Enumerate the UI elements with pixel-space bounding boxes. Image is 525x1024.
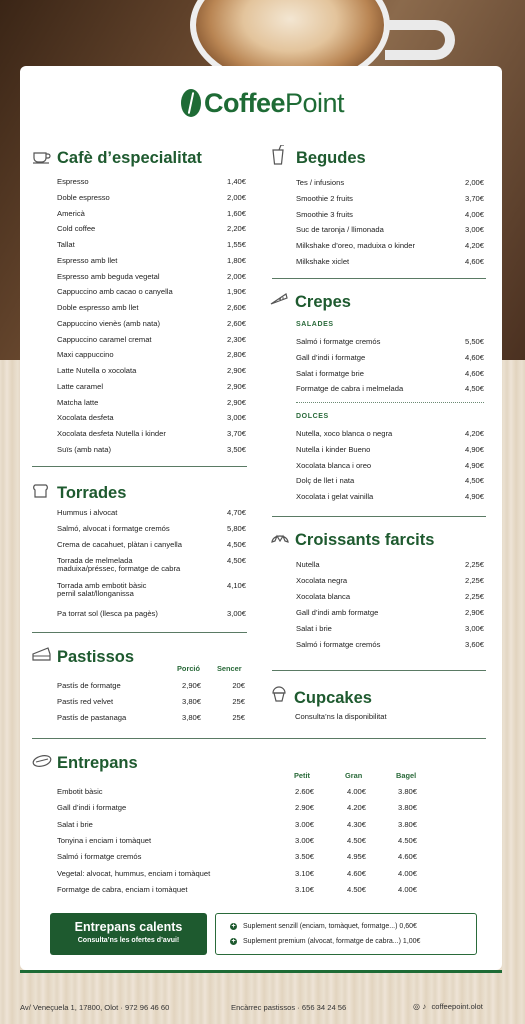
menu-item-price: 3,00€ bbox=[226, 413, 246, 423]
menu-item-price: 3,70€ bbox=[226, 429, 246, 438]
subsection-salades: SALADES bbox=[296, 321, 334, 328]
cupcake-icon bbox=[271, 684, 287, 705]
menu-item-price: 1,55€ bbox=[226, 240, 246, 249]
menu-item-name: Salat i brie bbox=[296, 624, 332, 633]
tiktok-icon[interactable]: ♪ bbox=[422, 1002, 427, 1011]
menu-item-price-sencer: 25€ bbox=[232, 713, 245, 722]
menu-item-price-petit: 2.60€ bbox=[294, 787, 314, 796]
menu-item-name: Cappuccino amb cacao o canyella bbox=[57, 287, 173, 297]
brand-logo bbox=[0, 88, 525, 119]
menu-item-price-porcio: 2,90€ bbox=[181, 681, 201, 690]
menu-item-name: Smoothie 2 fruits bbox=[296, 193, 353, 203]
menu-item-name: Espresso bbox=[57, 177, 89, 186]
menu-item-price-sencer: 20€ bbox=[232, 681, 245, 690]
divider bbox=[32, 738, 486, 739]
menu-item-name-line2: pernil salat/llonganissa bbox=[57, 589, 134, 598]
menu-item-price: 2,25€ bbox=[464, 592, 484, 601]
plus-icon: + bbox=[231, 923, 236, 930]
menu-item-price-petit: 3.00€ bbox=[294, 819, 314, 829]
menu-item-price: 4,70€ bbox=[226, 508, 246, 517]
menu-item-price: 4,50€ bbox=[226, 540, 246, 549]
menu-item-price: 4,60€ bbox=[464, 257, 484, 266]
coffee-cup-icon bbox=[33, 150, 51, 167]
menu-item-price: 4,20€ bbox=[464, 241, 484, 251]
menu-item-price-gran: 4.30€ bbox=[346, 819, 366, 829]
menu-item-name: Latte Nutella o xocolata bbox=[57, 366, 137, 375]
menu-item-price: 2,00€ bbox=[464, 178, 484, 187]
menu-item-name: Xocolata desfeta Nutella i kinder bbox=[57, 429, 166, 438]
menu-item-name: Smoothie 3 fruits bbox=[296, 209, 353, 219]
section-title-croissants: Croissants farcits bbox=[295, 531, 435, 549]
menu-item-name: Formatge de cabra i melmelada bbox=[296, 384, 404, 394]
menu-item-price: 4,50€ bbox=[464, 476, 484, 486]
subsection-dolces: DOLCES bbox=[296, 413, 329, 420]
menu-item-name: Salmó i formatge cremós bbox=[296, 337, 381, 346]
menu-item-name: Nutella i kinder Bueno bbox=[296, 444, 371, 454]
menu-item-price: 4,90€ bbox=[464, 460, 484, 470]
menu-item-price-gran: 4.50€ bbox=[346, 835, 366, 845]
menu-item-price-bagel: 4.60€ bbox=[397, 852, 417, 862]
menu-item-name: Salmó i formatge cremós bbox=[57, 852, 142, 862]
menu-item-price: 4,60€ bbox=[464, 368, 484, 378]
menu-item-price: 1,80€ bbox=[226, 255, 246, 265]
menu-item-price: 3,00€ bbox=[464, 225, 484, 235]
supplement-price: 0,60€ bbox=[399, 923, 417, 930]
menu-item-price: 1,60€ bbox=[226, 208, 246, 218]
section-title-entrepans: Entrepans bbox=[57, 754, 138, 772]
section-title-cupcakes: Cupcakes bbox=[294, 689, 372, 707]
menu-item-name: Pastís red velvet bbox=[57, 697, 114, 706]
menu-item-name: Salat i brie bbox=[57, 819, 93, 829]
menu-item-price-gran: 4.60€ bbox=[346, 868, 366, 878]
brand-name-light: Point bbox=[284, 88, 345, 118]
menu-item-price-gran: 4.20€ bbox=[346, 803, 366, 813]
promo-title: Entrepans calents bbox=[74, 920, 183, 934]
cupcakes-note: Consulta’ns la disponibilitat bbox=[295, 712, 387, 721]
menu-item-name: Milkshake d’oreo, maduixa o kinder bbox=[296, 241, 416, 251]
menu-item-name: Latte caramel bbox=[57, 381, 104, 391]
menu-item-price: 2,90€ bbox=[226, 366, 246, 375]
menu-item-name: Cold coffee bbox=[57, 224, 96, 234]
menu-item-name: Dolç de llet i nata bbox=[296, 476, 355, 486]
menu-item-name: Milkshake xiclet bbox=[296, 257, 350, 266]
menu-item-name: Doble espresso amb llet bbox=[57, 303, 139, 312]
instagram-icon[interactable]: ◎ bbox=[413, 1002, 420, 1011]
supplement-label: Suplement senzill (enciam, tomàquet, formatge...) bbox=[243, 923, 398, 930]
menu-item-price-bagel: 4.00€ bbox=[397, 884, 417, 894]
menu-item-price-petit: 3.50€ bbox=[294, 852, 314, 862]
menu-item-name: Pa torrat sol (llesca pa pagès) bbox=[57, 609, 158, 618]
menu-item-price-porcio: 3,80€ bbox=[181, 697, 201, 706]
menu-item-price: 3,60€ bbox=[464, 640, 484, 649]
menu-item-price: 2,90€ bbox=[226, 397, 246, 407]
menu-item-name: Vegetal: alvocat, hummus, enciam i tomàquet bbox=[57, 868, 211, 878]
menu-item-price: 4,10€ bbox=[226, 581, 246, 590]
column-header-sencer: Sencer bbox=[217, 664, 242, 673]
menu-item-price-bagel: 3.80€ bbox=[397, 787, 417, 796]
menu-item-name: Hummus i alvocat bbox=[57, 508, 118, 517]
menu-item-price: 4,50€ bbox=[464, 384, 484, 394]
menu-item-price: 3,70€ bbox=[464, 193, 484, 203]
menu-item-price: 2,60€ bbox=[226, 303, 246, 312]
menu-item-name: Gall d’indi i formatge bbox=[57, 803, 127, 813]
column-header-petit: Petit bbox=[294, 771, 311, 780]
menu-item-name: Gall d’indi i formatge bbox=[296, 352, 366, 362]
crepe-slice-icon bbox=[270, 292, 288, 309]
menu-item-name: Gall d’indi amb formatge bbox=[296, 608, 379, 617]
menu-item-name-line2: maduixa/préssec, formatge de cabra bbox=[57, 564, 181, 573]
menu-item-price-sencer: 25€ bbox=[232, 697, 245, 706]
menu-item-price: 4,20€ bbox=[464, 429, 484, 438]
toast-icon bbox=[32, 484, 50, 501]
menu-item-name: Salat i formatge brie bbox=[296, 368, 364, 378]
supplement-row bbox=[230, 938, 420, 945]
menu-item-price: 2,30€ bbox=[226, 334, 246, 344]
menu-item-price: 2,90€ bbox=[464, 608, 484, 617]
menu-item-name: Salmó, alvocat i formatge cremós bbox=[57, 524, 170, 533]
menu-item-price: 4,00€ bbox=[464, 209, 484, 219]
menu-item-name: Espresso amb beguda vegetal bbox=[57, 271, 160, 281]
supplement-label: Suplement premium (alvocat, formatge de cabra...) bbox=[243, 938, 401, 945]
section-title-begudes: Begudes bbox=[296, 149, 366, 167]
promo-hot-sandwiches bbox=[50, 913, 207, 955]
menu-item-name: Doble espresso bbox=[57, 192, 110, 202]
menu-item-price: 4,60€ bbox=[464, 352, 484, 362]
footer-rule bbox=[20, 970, 502, 973]
menu-item-price-bagel: 3.80€ bbox=[397, 803, 417, 813]
promo-subtitle: Consulta’ns les ofertes d’avui! bbox=[77, 937, 180, 944]
menu-item-price-petit: 3.00€ bbox=[294, 835, 314, 845]
menu-item-price: 2,00€ bbox=[226, 271, 246, 281]
menu-item-price-porcio: 3,80€ bbox=[181, 713, 201, 722]
menu-item-price: 2,20€ bbox=[226, 224, 246, 234]
menu-item-name: Nutella, xoco blanca o negra bbox=[296, 429, 393, 438]
brand-name-bold: Coffee bbox=[203, 88, 285, 118]
cup-handle bbox=[385, 20, 455, 60]
menu-item-price: 4,50€ bbox=[226, 556, 246, 565]
menu-item-price: 2,00€ bbox=[226, 192, 246, 202]
menu-item-name: Xocolata negra bbox=[296, 576, 348, 585]
section-title-torrades: Torrades bbox=[57, 484, 127, 502]
footer-social bbox=[413, 1002, 483, 1011]
column-header-porcio: Porció bbox=[177, 664, 200, 673]
menu-item-price: 3,00€ bbox=[226, 609, 246, 618]
menu-item-price: 4,90€ bbox=[464, 444, 484, 454]
divider bbox=[272, 670, 486, 671]
menu-item-name: Nutella bbox=[296, 560, 320, 569]
menu-item-name: Xocolata blanca bbox=[296, 592, 351, 601]
menu-item-name: Salmó i formatge cremós bbox=[296, 640, 381, 649]
divider bbox=[32, 632, 247, 633]
menu-item-price: 1,40€ bbox=[226, 177, 246, 186]
menu-item-price-petit: 3.10€ bbox=[294, 884, 314, 894]
menu-item-price-bagel: 4.50€ bbox=[397, 835, 417, 845]
menu-item-price-bagel: 4.00€ bbox=[397, 868, 417, 878]
menu-item-name: Tonyina i enciam i tomàquet bbox=[57, 835, 152, 845]
menu-item-name: Torrada de melmelada bbox=[57, 556, 133, 565]
menu-item-name: Suc de taronja / llimonada bbox=[296, 225, 384, 235]
footer-orders: Encàrrec pastissos · 656 34 24 56 bbox=[231, 1003, 347, 1012]
supplements-box bbox=[215, 913, 477, 955]
menu-item-name: Americà bbox=[57, 208, 85, 218]
menu-item-name: Cappuccino caramel cremat bbox=[57, 334, 152, 344]
section-title-pastissos: Pastissos bbox=[57, 648, 135, 666]
menu-item-name: Xocolata i gelat vainilla bbox=[296, 492, 374, 502]
menu-item-name: Torrada amb embotit bàsic bbox=[57, 581, 147, 590]
divider bbox=[272, 278, 486, 279]
menu-item-name: Maxi cappuccino bbox=[57, 350, 114, 360]
menu-item-price-petit: 2.90€ bbox=[294, 803, 314, 813]
menu-item-price: 5,80€ bbox=[226, 524, 246, 533]
menu-item-price: 2,60€ bbox=[226, 318, 246, 328]
menu-item-price: 4,90€ bbox=[464, 492, 484, 502]
menu-item-price: 2,25€ bbox=[464, 576, 484, 585]
menu-item-name: Matcha latte bbox=[57, 397, 99, 407]
menu-item-name: Crema de cacahuet, plàtan i canyella bbox=[57, 540, 182, 549]
column-header-gran: Gran bbox=[345, 771, 363, 780]
menu-item-price: 3,00€ bbox=[464, 624, 484, 633]
column-header-bagel: Bagel bbox=[396, 771, 417, 780]
croissant-icon bbox=[270, 530, 290, 549]
menu-item-name: Tes / infusions bbox=[296, 178, 345, 187]
supplement-price: 1,00€ bbox=[402, 938, 421, 945]
section-title-crepes: Crepes bbox=[295, 293, 351, 311]
divider bbox=[32, 466, 247, 467]
menu-item-price: 2,25€ bbox=[464, 560, 484, 569]
cake-slice-icon bbox=[32, 646, 52, 665]
menu-item-name: Pastís de pastanaga bbox=[57, 713, 127, 722]
menu-item-price-bagel: 3.80€ bbox=[397, 819, 417, 829]
coffee-bean-icon bbox=[181, 89, 201, 117]
plus-icon: + bbox=[231, 938, 236, 945]
menu-item-price-gran: 4.00€ bbox=[346, 787, 366, 796]
menu-item-price-gran: 4.50€ bbox=[346, 884, 366, 894]
menu-item-name: Cappuccino vienès (amb nata) bbox=[57, 318, 160, 328]
dotted-divider bbox=[296, 402, 484, 403]
menu-item-name: Pastís de formatge bbox=[57, 681, 121, 690]
menu-item-price: 5,50€ bbox=[464, 337, 484, 346]
section-title-cafe: Cafè d’especialitat bbox=[57, 149, 202, 167]
menu-item-name: Xocolata blanca i oreo bbox=[296, 460, 372, 470]
menu-item-name: Suïs (amb nata) bbox=[57, 444, 112, 454]
menu-item-price: 2,90€ bbox=[226, 381, 246, 391]
menu-item-price-gran: 4.95€ bbox=[346, 852, 366, 862]
divider bbox=[272, 516, 486, 517]
menu-item-name: Xocolata desfeta bbox=[57, 413, 114, 423]
drink-glass-icon bbox=[271, 145, 285, 168]
sandwich-icon bbox=[32, 754, 52, 771]
menu-item-price-petit: 3.10€ bbox=[294, 868, 314, 878]
footer-address: Av/ Veneçuela 1, 17800, Olot · 972 96 46 60 bbox=[20, 1003, 170, 1012]
menu-item-price: 2,80€ bbox=[226, 350, 246, 360]
menu-item-name: Formatge de cabra, enciam i tomàquet bbox=[57, 884, 188, 894]
supplement-row bbox=[230, 923, 417, 930]
menu-item-price: 1,90€ bbox=[226, 287, 246, 297]
menu-item-name: Espresso amb llet bbox=[57, 255, 118, 265]
footer-website[interactable]: coffeepoint.olot bbox=[431, 1002, 483, 1011]
menu-item-price: 3,50€ bbox=[226, 444, 246, 454]
menu-item-name: Tallat bbox=[57, 240, 75, 249]
menu-item-name: Embotit bàsic bbox=[57, 787, 103, 796]
